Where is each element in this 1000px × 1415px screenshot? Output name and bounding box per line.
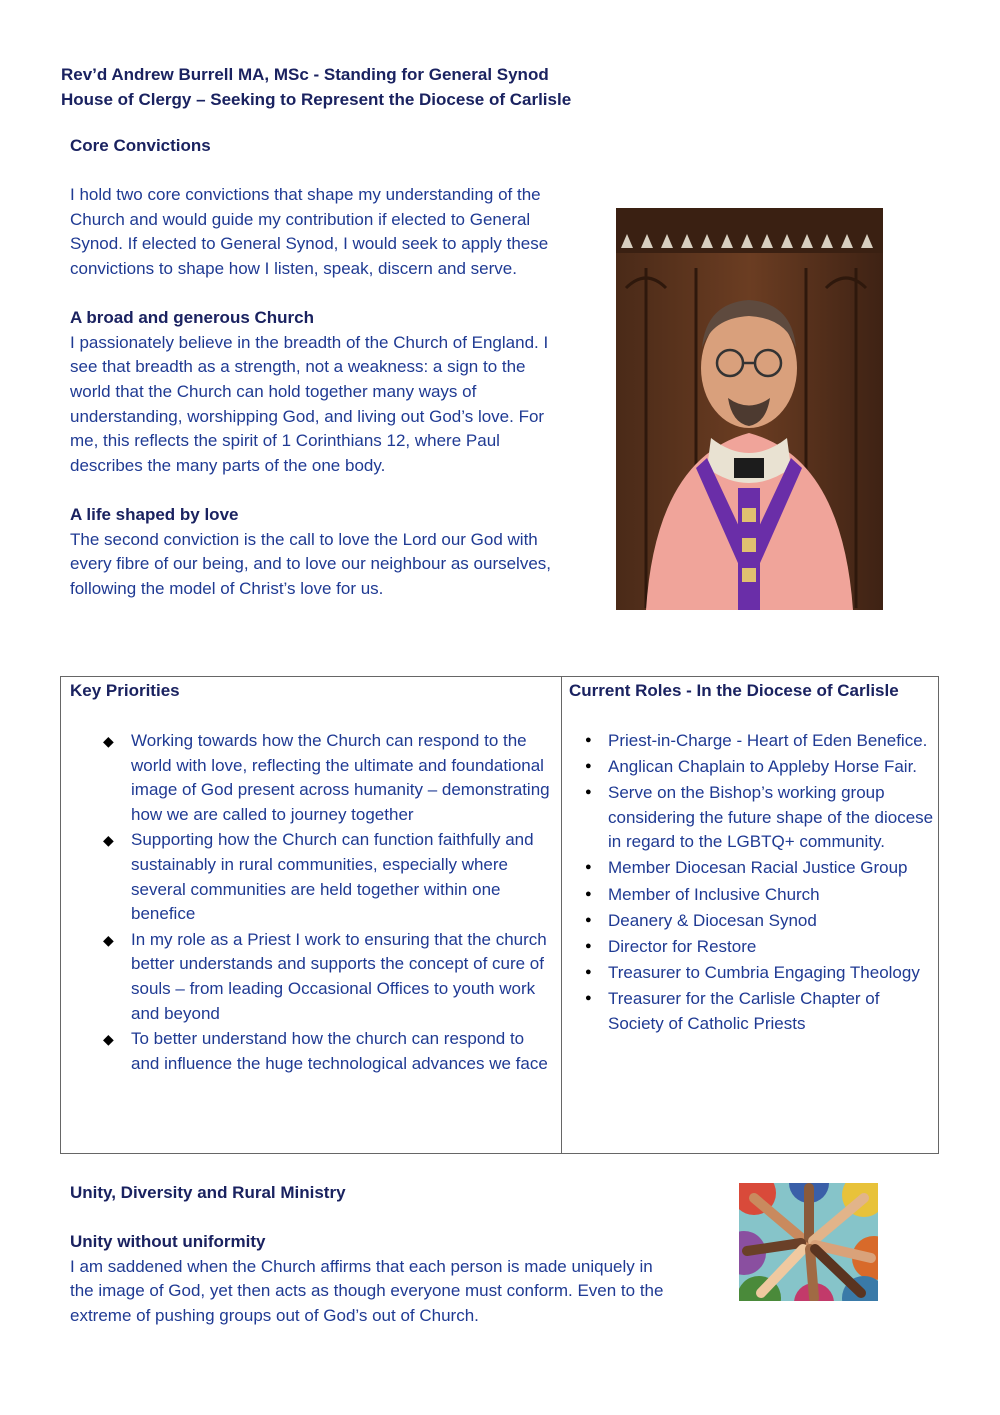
core-convictions-intro: I hold two core convictions that shape my understanding of the Church and would guide my contribution if elected to General Synod. If elected to General Synod, I would seek to apply these convictions to shape how I listen, speak, discern and serve.: [70, 185, 549, 278]
key-priorities-column: [70, 679, 550, 1077]
list-item: ● Treasurer for the Carlisle Chapter of Society of Catholic Priests: [569, 987, 934, 1036]
list-item: ● Director for Restore: [569, 935, 934, 960]
current-roles-list: [569, 729, 934, 1036]
title-line-1: Rev’d Andrew Burrell MA, MSc - Standing for General Synod: [61, 65, 549, 84]
broad-church-heading: A broad and generous Church: [70, 308, 315, 328]
key-priorities-list: [70, 729, 550, 1076]
list-item: ● Treasurer to Cumbria Engaging Theology: [569, 961, 934, 986]
list-item: ● Member Diocesan Racial Justice Group: [569, 856, 934, 881]
list-item: ● Priest-in-Charge - Heart of Eden Benefice.: [569, 729, 934, 754]
list-item: ● Anglican Chaplain to Appleby Horse Fair.: [569, 755, 934, 780]
unity-heading: Unity, Diversity and Rural Ministry: [70, 1183, 346, 1202]
list-item: ◆ Working towards how the Church can respond to the world with love, reflecting the ultimate and foundational image of God present across humanity – demonstrating how we are called to journey together: [70, 729, 550, 827]
title-line-2: House of Clergy – Seeking to Represent the Diocese of Carlisle: [61, 90, 572, 109]
love-text: The second conviction is the call to love the Lord our God with every fibre of our being, and to love our neighbour as ourselves, following the model of Christ’s love for us.: [70, 529, 552, 598]
page-title: [61, 62, 571, 112]
key-priorities-heading: Key Priorities: [70, 681, 180, 700]
unity-text: I am saddened when the Church affirms that each person is made uniquely in the image of God, yet then acts as though everyone must conform. Even to the extreme of pushing groups out of God’s out of Church.: [70, 1256, 664, 1325]
hands-together-image: [739, 1183, 878, 1301]
list-item: ◆ Supporting how the Church can function faithfully and sustainably in rural communities, especially where several communities are held together within one benefice: [70, 828, 550, 926]
list-item: ◆ To better understand how the church can respond to and influence the huge technological advances we face: [70, 1027, 550, 1076]
priorities-roles-table: [60, 676, 939, 1154]
love-heading: A life shaped by love: [70, 504, 239, 524]
current-roles-heading: Current Roles - In the Diocese of Carlisle: [569, 681, 899, 700]
list-item: ● Serve on the Bishop’s working group considering the future shape of the diocese in regard to the LGBTQ+ community.: [569, 781, 934, 855]
list-item: ◆ In my role as a Priest I work to ensuring that the church better understands and supports the concept of cure of souls – from leading Occasional Offices to youth work and beyond: [70, 928, 550, 1026]
portrait-photo: [616, 208, 883, 610]
unity-section: [70, 1181, 670, 1329]
core-convictions-heading: Core Convictions: [70, 136, 211, 155]
list-item: ● Deanery & Diocesan Synod: [569, 909, 934, 934]
core-convictions-section: [70, 134, 560, 601]
list-item: ● Member of Inclusive Church: [569, 883, 934, 908]
unity-sub-heading: Unity without uniformity: [70, 1232, 266, 1252]
broad-church-text: I passionately believe in the breadth of the Church of England. I see that breadth as a strength, not a weakness: a sign to the world that the Church can hold together many ways of understanding, worshipping God, and living out God’s love. For me, this reflects the spirit of 1 Corinthians 12, where Paul describes the many parts of the one body.: [70, 332, 549, 475]
current-roles-column: [569, 679, 934, 1038]
